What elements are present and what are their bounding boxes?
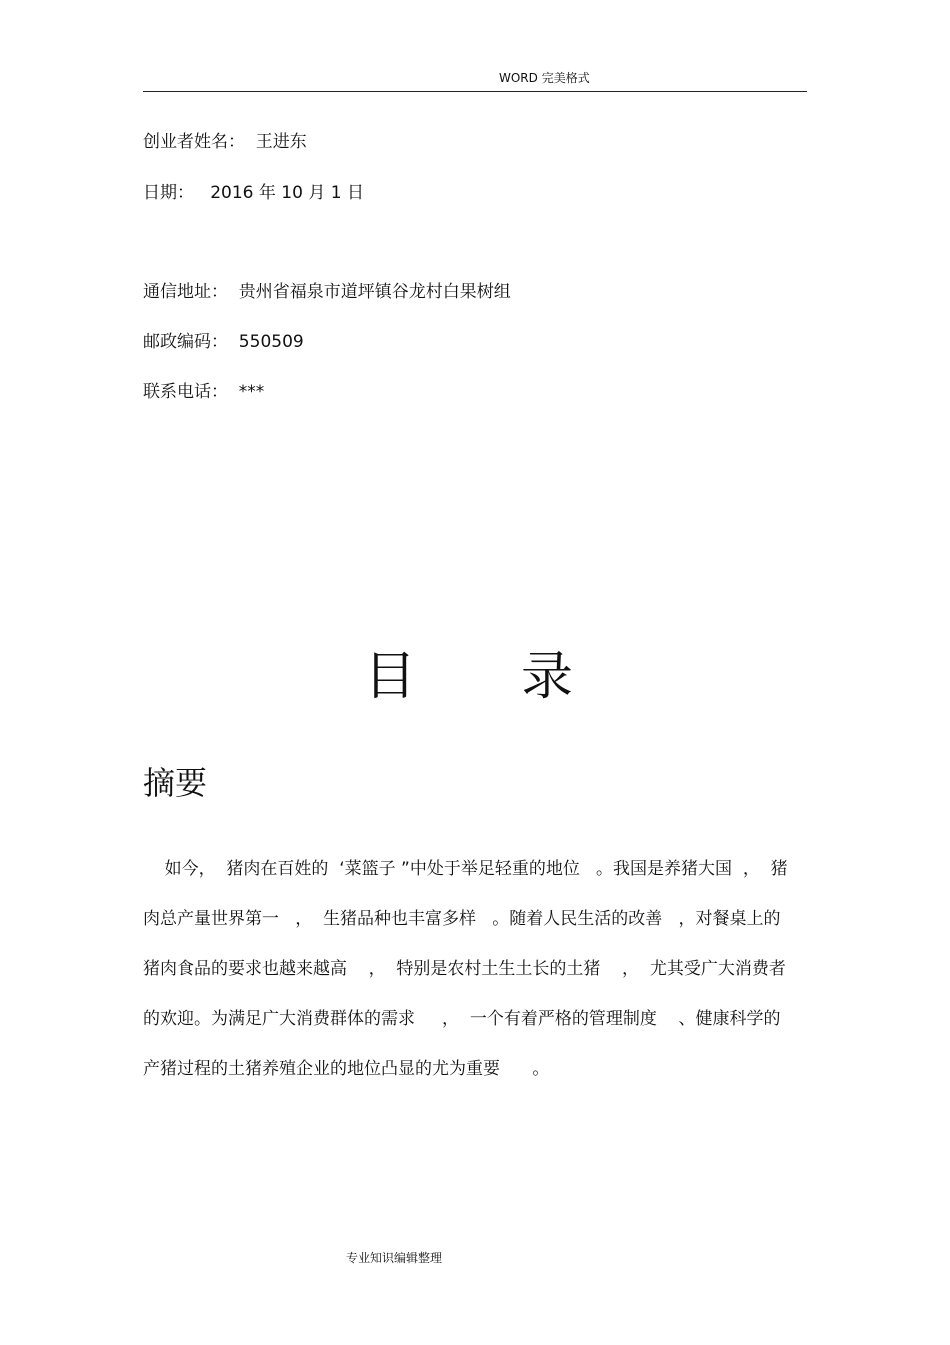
abstract-line-3: 猪肉食品的要求也越来越高 ， 特别是农村土生土长的土猪 ， 尤其受广大消费者 (143, 959, 786, 979)
abstract-heading: 摘要 (143, 764, 208, 802)
abstract-line-5: 产猪过程的土猪养殖企业的地位凸显的尤为重要 。 (143, 1059, 550, 1079)
date-line: 日期： 2016 年 10 月 1 日 (143, 183, 364, 203)
header-text: WORD 完美格式 (499, 71, 590, 85)
abstract-line-2: 肉总产量世界第一 ， 生猪品种也丰富多样 。随着人民生活的改善 ，对餐桌上的 (143, 909, 781, 929)
toc-title-char-2: 录 (521, 647, 574, 707)
address-line: 通信地址： 贵州省福泉市道坪镇谷龙村白果树组 (143, 282, 511, 302)
abstract-line-1: 如今， 猪肉在百姓的 ‘菜篮子 ”中处于举足轻重的地位 。我国是养猪大国 ， 猪 (143, 859, 788, 879)
abstract-line-4: 的欢迎。为满足广大消费群体的需求 ， 一个有着严格的管理制度 、健康科学的 (143, 1009, 781, 1029)
founder-name-line: 创业者姓名： 王进东 (143, 132, 307, 152)
phone-line: 联系电话： *** (143, 382, 265, 402)
toc-title (364, 645, 573, 709)
page-header (143, 70, 807, 92)
toc-title-char-1: 目 (364, 647, 417, 707)
page-footer: 专业知识编辑整理 (346, 1251, 443, 1265)
postcode-line: 邮政编码： 550509 (143, 332, 304, 352)
